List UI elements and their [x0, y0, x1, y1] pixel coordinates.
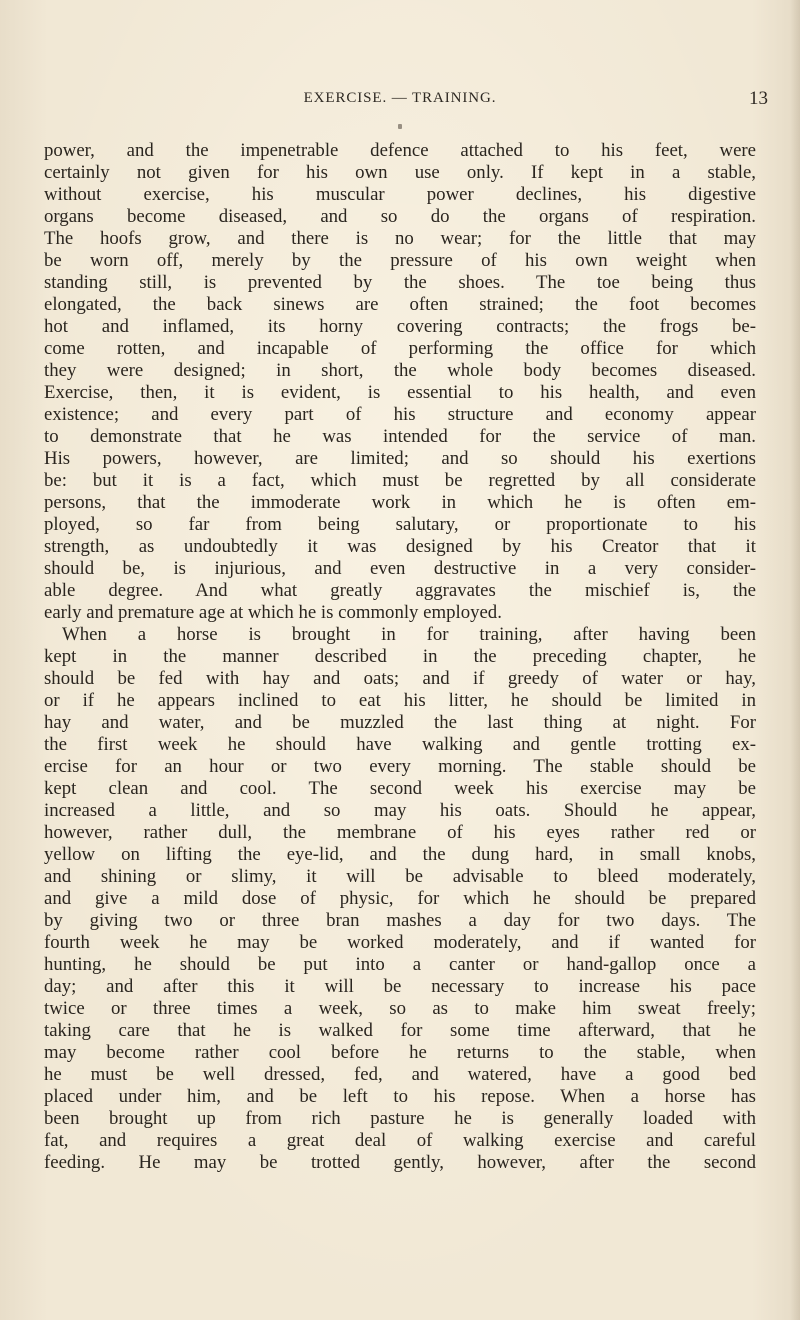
text-line: fourth week he may be worked moderately, and if wanted for	[44, 932, 756, 953]
text-line: yellow on lifting the eye-lid, and the dung hard, in small knobs,	[44, 844, 756, 865]
text-line: they were designed; in short, the whole body becomes diseased.	[44, 360, 756, 381]
text-line: to demonstrate that he was intended for the service of man.	[44, 426, 756, 447]
text-line: be worn off, merely by the pressure of his own weight when	[44, 250, 756, 271]
text-line: The hoofs grow, and there is no wear; for the little that may	[44, 228, 756, 249]
text-line: hot and inflamed, its horny covering contracts; the frogs be-	[44, 316, 756, 337]
page-number: 13	[749, 88, 768, 109]
text-line: and shining or slimy, it will be advisable to bleed moderately,	[44, 866, 756, 887]
text-line: early and premature age at which he is commonly employed.	[44, 602, 502, 623]
text-line: and give a mild dose of physic, for which he should be prepared	[44, 888, 756, 909]
text-line: been brought up from rich pasture he is generally loaded with	[44, 1108, 756, 1129]
text-line: however, rather dull, the membrane of his eyes rather red or	[44, 822, 756, 843]
text-line: hunting, he should be put into a canter or hand-gallop once a	[44, 954, 756, 975]
text-line: twice or three times a week, so as to make him sweat freely;	[44, 998, 756, 1019]
text-line: organs become diseased, and so do the organs of respiration.	[44, 206, 756, 227]
text-line: When a horse is brought in for training, after having been	[62, 624, 756, 645]
text-line: ercise for an hour or two every morning. The stable should be	[44, 756, 756, 777]
body-text	[44, 140, 756, 1174]
text-line: standing still, is prevented by the shoes. The toe being thus	[44, 272, 756, 293]
text-line: day; and after this it will be necessary to increase his pace	[44, 976, 756, 997]
text-line: fat, and requires a great deal of walking exercise and careful	[44, 1130, 756, 1151]
text-line: without exercise, his muscular power declines, his digestive	[44, 184, 756, 205]
page-edge-shadow	[790, 0, 800, 1320]
running-head: EXERCISE. — TRAINING.	[303, 90, 497, 106]
text-line: ployed, so far from being salutary, or proportionate to his	[44, 514, 756, 535]
page-header	[0, 84, 800, 114]
text-line: hay and water, and be muzzled the last thing at night. For	[44, 712, 756, 733]
text-line: kept clean and cool. The second week his exercise may be	[44, 778, 756, 799]
text-line: kept in the manner described in the preceding chapter, he	[44, 646, 756, 667]
text-line: taking care that he is walked for some time afterward, that he	[44, 1020, 756, 1041]
text-line: able degree. And what greatly aggravates the mischief is, the	[44, 580, 756, 601]
text-line: persons, that the immoderate work in which he is often em-	[44, 492, 756, 513]
text-line: should be, is injurious, and even destructive in a very consider-	[44, 558, 756, 579]
text-line: may become rather cool before he returns to the stable, when	[44, 1042, 756, 1063]
text-line: by giving two or three bran mashes a day for two days. The	[44, 910, 756, 931]
text-line: be: but it is a fact, which must be regretted by all considerate	[44, 470, 756, 491]
text-line: increased a little, and so may his oats. Should he appear,	[44, 800, 756, 821]
text-line: come rotten, and incapable of performing the office for which	[44, 338, 756, 359]
text-line: power, and the impenetrable defence attached to his feet, were	[44, 140, 756, 161]
text-line: His powers, however, are limited; and so should his exertions	[44, 448, 756, 469]
text-line: certainly not given for his own use only. If kept in a stable,	[44, 162, 756, 183]
text-line: the first week he should have walking and gentle trotting ex-	[44, 734, 756, 755]
text-line: elongated, the back sinews are often strained; the foot becomes	[44, 294, 756, 315]
text-line: Exercise, then, it is evident, is essential to his health, and even	[44, 382, 756, 403]
text-line: or if he appears inclined to eat his litter, he should be limited in	[44, 690, 756, 711]
text-line: feeding. He may be trotted gently, however, after the second	[44, 1152, 756, 1173]
text-line: should be fed with hay and oats; and if greedy of water or hay,	[44, 668, 756, 689]
text-line: placed under him, and be left to his repose. When a horse has	[44, 1086, 756, 1107]
ink-speck	[398, 124, 402, 129]
text-line: existence; and every part of his structure and economy appear	[44, 404, 756, 425]
text-line: he must be well dressed, fed, and watered, have a good bed	[44, 1064, 756, 1085]
text-line: strength, as undoubtedly it was designed by his Creator that it	[44, 536, 756, 557]
